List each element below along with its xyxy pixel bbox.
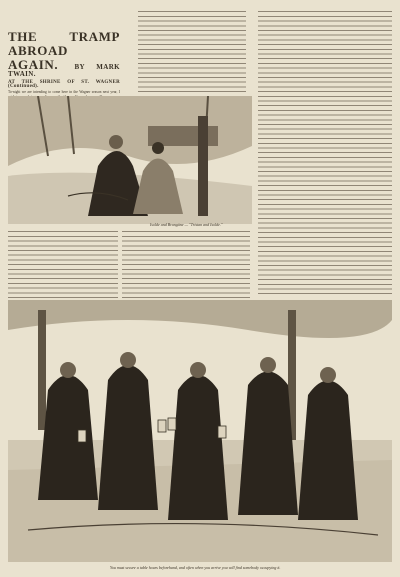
article-author: BY MARK TWAIN. — [8, 63, 120, 78]
beer-hall-illustration — [8, 300, 392, 562]
bottom-illustration-caption: You must secure a table hours beforehand, and often when you arrive you will find somebody occupying it. — [110, 565, 281, 570]
column-text-middle-top — [138, 8, 246, 98]
section-heading: AT THE SHRINE OF ST. WAGNER (Continued). — [8, 79, 120, 90]
column-text-right — [258, 8, 392, 298]
opera-illustration — [8, 96, 252, 224]
body-paragraph: To-night we are intending to come here in the Wagner season next year, I — [8, 90, 120, 95]
article-title: THE TRAMP ABROAD AGAIN. BY MARK TWAIN. — [8, 30, 120, 78]
top-illustration-caption: Isolde and Brangäne — "Tristan and Isolde." — [150, 222, 223, 227]
column-text-middle-lower — [122, 228, 250, 298]
